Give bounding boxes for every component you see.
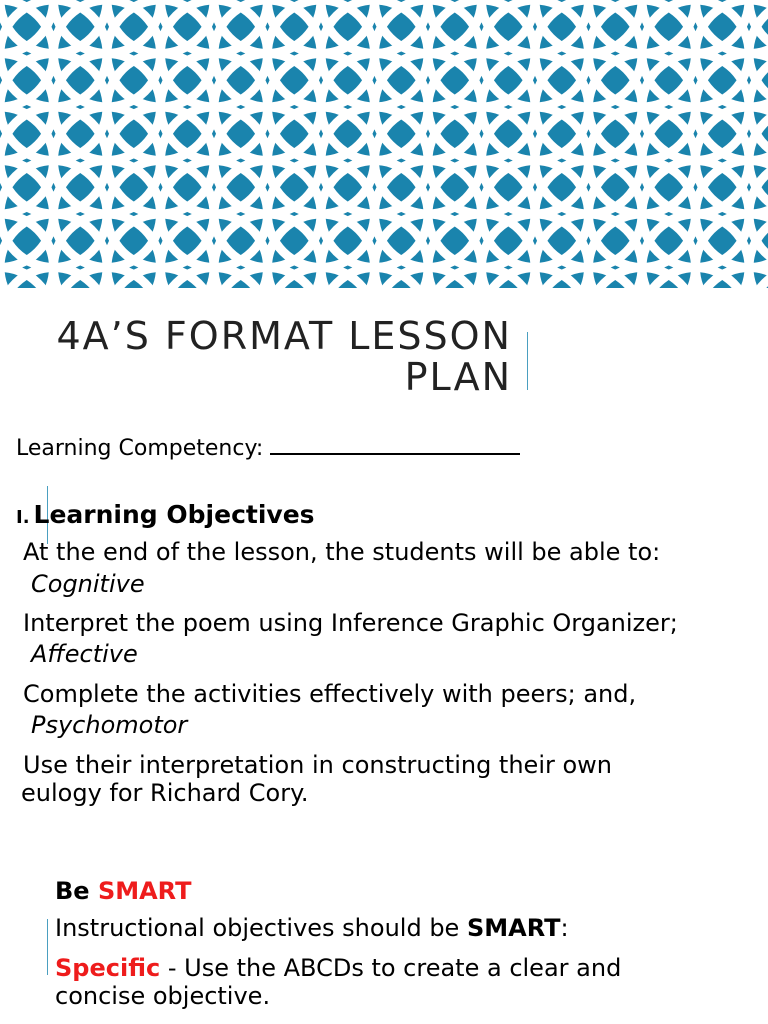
objective-psychomotor: Use their interpretation in constructing their own — [23, 751, 613, 779]
smart-intro-suffix: : — [560, 914, 569, 942]
decorative-banner — [0, 0, 768, 288]
objectives-heading — [16, 500, 315, 529]
domain-label: Cognitive — [31, 570, 145, 598]
be-smart-heading — [55, 877, 191, 905]
smart-accent-divider — [47, 919, 48, 975]
domain-psychomotor — [23, 711, 187, 739]
specific-label: Specific — [55, 954, 161, 982]
objectives-intro: At the end of the lesson, the students will be able to: — [23, 538, 661, 566]
smart-specific-cont: concise objective. — [55, 982, 271, 1010]
smart-intro-prefix: Instructional objectives should be — [55, 914, 460, 942]
learning-competency — [16, 433, 520, 461]
page-title — [56, 316, 512, 398]
smart-word: SMART — [97, 877, 192, 905]
smart-intro-bold: SMART — [466, 914, 561, 942]
smart-specific — [55, 954, 621, 982]
domain-label: Affective — [31, 640, 138, 668]
interlocking-circles-pattern — [0, 0, 768, 288]
competency-blank-line — [270, 433, 520, 455]
domain-label: Psychomotor — [31, 711, 188, 739]
objective-cognitive: Interpret the poem using Inference Graphic Organizer; — [23, 609, 678, 637]
section-number: I. — [16, 507, 30, 528]
objective-affective: Complete the activities effectively with peers; and, — [23, 680, 637, 708]
objective-psychomotor-cont: eulogy for Richard Cory. — [21, 779, 309, 807]
competency-label: Learning Competency: — [16, 436, 264, 461]
domain-cognitive — [23, 570, 145, 598]
specific-text: - Use the ABCDs to create a clear and — [160, 954, 622, 982]
title-accent-divider — [527, 332, 528, 390]
title-line-2: PLAN — [404, 355, 512, 399]
domain-affective — [23, 640, 138, 668]
smart-intro — [55, 914, 569, 942]
title-line-1: 4A’S FORMAT LESSON — [56, 314, 512, 358]
be-word: Be — [55, 877, 90, 905]
objectives-heading-text: Learning Objectives — [33, 500, 315, 529]
